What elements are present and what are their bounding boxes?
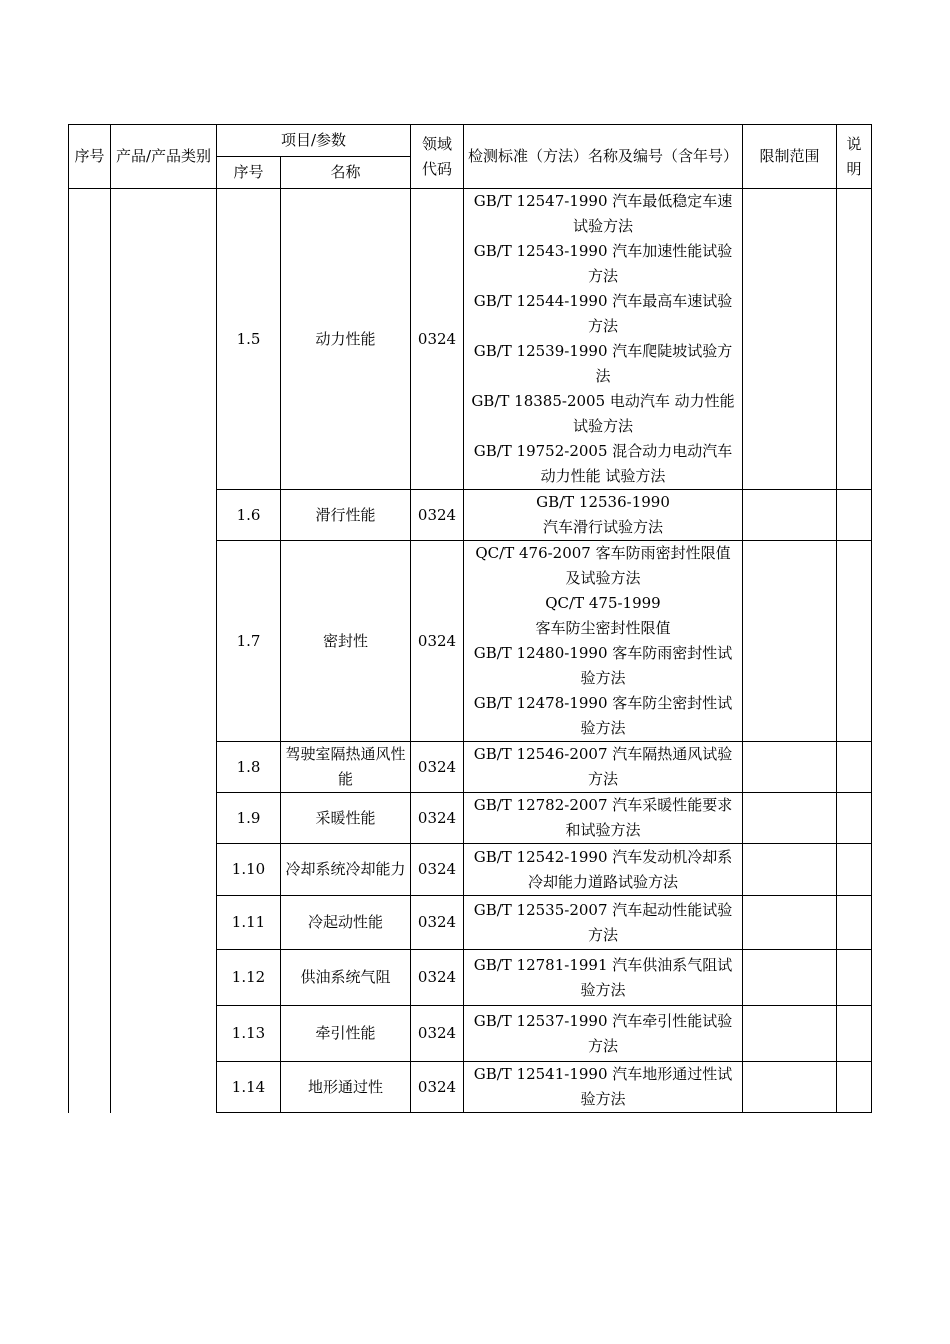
field-code: 0324 <box>411 541 464 742</box>
standard-entry: GB/T 12478-1990 客车防尘密封性试验方法 <box>473 694 733 737</box>
standard-cell <box>464 742 743 793</box>
standard-entry: GB/T 12543-1990 汽车加速性能试验方法 <box>473 242 733 285</box>
field-code: 0324 <box>411 1062 464 1113</box>
item-number: 1.7 <box>217 541 281 742</box>
note-cell <box>837 742 872 793</box>
seq-cell <box>69 189 111 1113</box>
standard-entry: GB/T 12546-2007 汽车隔热通风试验方法 <box>473 745 733 788</box>
standard-entry: GB/T 18385-2005 电动汽车 动力性能 试验方法 <box>471 392 735 435</box>
header-note: 说明 <box>837 125 872 189</box>
header-item-param: 项目/参数 <box>217 125 411 157</box>
item-number: 1.9 <box>217 793 281 844</box>
field-code: 0324 <box>411 189 464 490</box>
document-page <box>68 124 871 1113</box>
standard-entry: GB/T 12782-2007 汽车采暖性能要求和试验方法 <box>473 796 733 839</box>
note-cell <box>837 189 872 490</box>
standard-entry: GB/T 19752-2005 混合动力电动汽车动力性能 试验方法 <box>473 442 733 485</box>
limit-cell <box>743 541 837 742</box>
header-field-code: 领域代码 <box>411 125 464 189</box>
item-name: 供油系统气阻 <box>281 950 411 1006</box>
limit-cell <box>743 742 837 793</box>
item-name: 冷却系统冷却能力 <box>281 844 411 896</box>
field-code: 0324 <box>411 490 464 541</box>
item-name: 动力性能 <box>281 189 411 490</box>
table-body <box>69 189 872 1113</box>
item-name: 采暖性能 <box>281 793 411 844</box>
note-cell <box>837 1062 872 1113</box>
item-name: 地形通过性 <box>281 1062 411 1113</box>
item-number: 1.5 <box>217 189 281 490</box>
note-cell <box>837 490 872 541</box>
note-cell <box>837 541 872 742</box>
item-number: 1.8 <box>217 742 281 793</box>
standard-entry: 汽车滑行试验方法 <box>542 518 663 536</box>
field-code: 0324 <box>411 950 464 1006</box>
limit-cell <box>743 844 837 896</box>
field-code: 0324 <box>411 896 464 950</box>
standard-entry: GB/T 12535-2007 汽车起动性能试验方法 <box>473 900 733 944</box>
standard-cell <box>464 950 743 1006</box>
standard-entry: GB/T 12539-1990 汽车爬陡坡试验方法 <box>473 342 733 385</box>
standard-entry: GB/T 12537-1990 汽车牵引性能试验方法 <box>473 1011 733 1055</box>
item-number: 1.13 <box>217 1006 281 1062</box>
standard-cell <box>464 896 743 950</box>
standard-entry: QC/T 475-1999 <box>545 594 661 612</box>
field-code: 0324 <box>411 844 464 896</box>
item-name: 滑行性能 <box>281 490 411 541</box>
header-limit: 限制范围 <box>743 125 837 189</box>
standard-entry: GB/T 12547-1990 汽车最低稳定车速试验方法 <box>473 192 733 235</box>
item-name: 冷起动性能 <box>281 896 411 950</box>
field-code: 0324 <box>411 793 464 844</box>
limit-cell <box>743 1006 837 1062</box>
product-cell <box>111 189 217 1113</box>
table-header <box>69 125 872 189</box>
standard-cell <box>464 541 743 742</box>
item-number: 1.14 <box>217 1062 281 1113</box>
header-sub-name: 名称 <box>281 157 411 189</box>
standard-entry: 客车防尘密封性限值 <box>535 619 671 637</box>
standard-entry: GB/T 12544-1990 汽车最高车速试验方法 <box>473 292 733 335</box>
field-code: 0324 <box>411 1006 464 1062</box>
item-name: 牵引性能 <box>281 1006 411 1062</box>
note-cell <box>837 1006 872 1062</box>
standard-entry: GB/T 12781-1991 汽车供油系气阻试验方法 <box>473 955 733 999</box>
header-product: 产品/产品类别 <box>111 125 217 189</box>
header-standard: 检测标准（方法）名称及编号（含年号） <box>464 125 743 189</box>
limit-cell <box>743 950 837 1006</box>
standard-cell <box>464 189 743 490</box>
standard-entry: QC/T 476-2007 客车防雨密封性限值及试验方法 <box>475 544 731 587</box>
item-number: 1.10 <box>217 844 281 896</box>
standard-cell <box>464 844 743 896</box>
limit-cell <box>743 896 837 950</box>
header-sub-seq: 序号 <box>217 157 281 189</box>
limit-cell <box>743 793 837 844</box>
standard-entry: GB/T 12480-1990 客车防雨密封性试验方法 <box>473 644 733 687</box>
standard-entry: GB/T 12542-1990 汽车发动机冷却系冷却能力道路试验方法 <box>473 847 733 891</box>
item-number: 1.12 <box>217 950 281 1006</box>
item-number: 1.11 <box>217 896 281 950</box>
note-cell <box>837 793 872 844</box>
standard-cell <box>464 793 743 844</box>
field-code: 0324 <box>411 742 464 793</box>
note-cell <box>837 896 872 950</box>
standard-entry: GB/T 12541-1990 汽车地形通过性试验方法 <box>473 1065 733 1108</box>
header-seq: 序号 <box>69 125 111 189</box>
test-standards-table <box>68 124 872 1113</box>
limit-cell <box>743 1062 837 1113</box>
limit-cell <box>743 490 837 541</box>
standard-cell <box>464 490 743 541</box>
item-number: 1.6 <box>217 490 281 541</box>
item-name: 驾驶室隔热通风性能 <box>281 742 411 793</box>
standard-cell <box>464 1006 743 1062</box>
standard-entry: GB/T 12536-1990 <box>536 493 670 511</box>
note-cell <box>837 844 872 896</box>
standard-cell <box>464 1062 743 1113</box>
table-row <box>69 189 872 490</box>
item-name: 密封性 <box>281 541 411 742</box>
note-cell <box>837 950 872 1006</box>
limit-cell <box>743 189 837 490</box>
